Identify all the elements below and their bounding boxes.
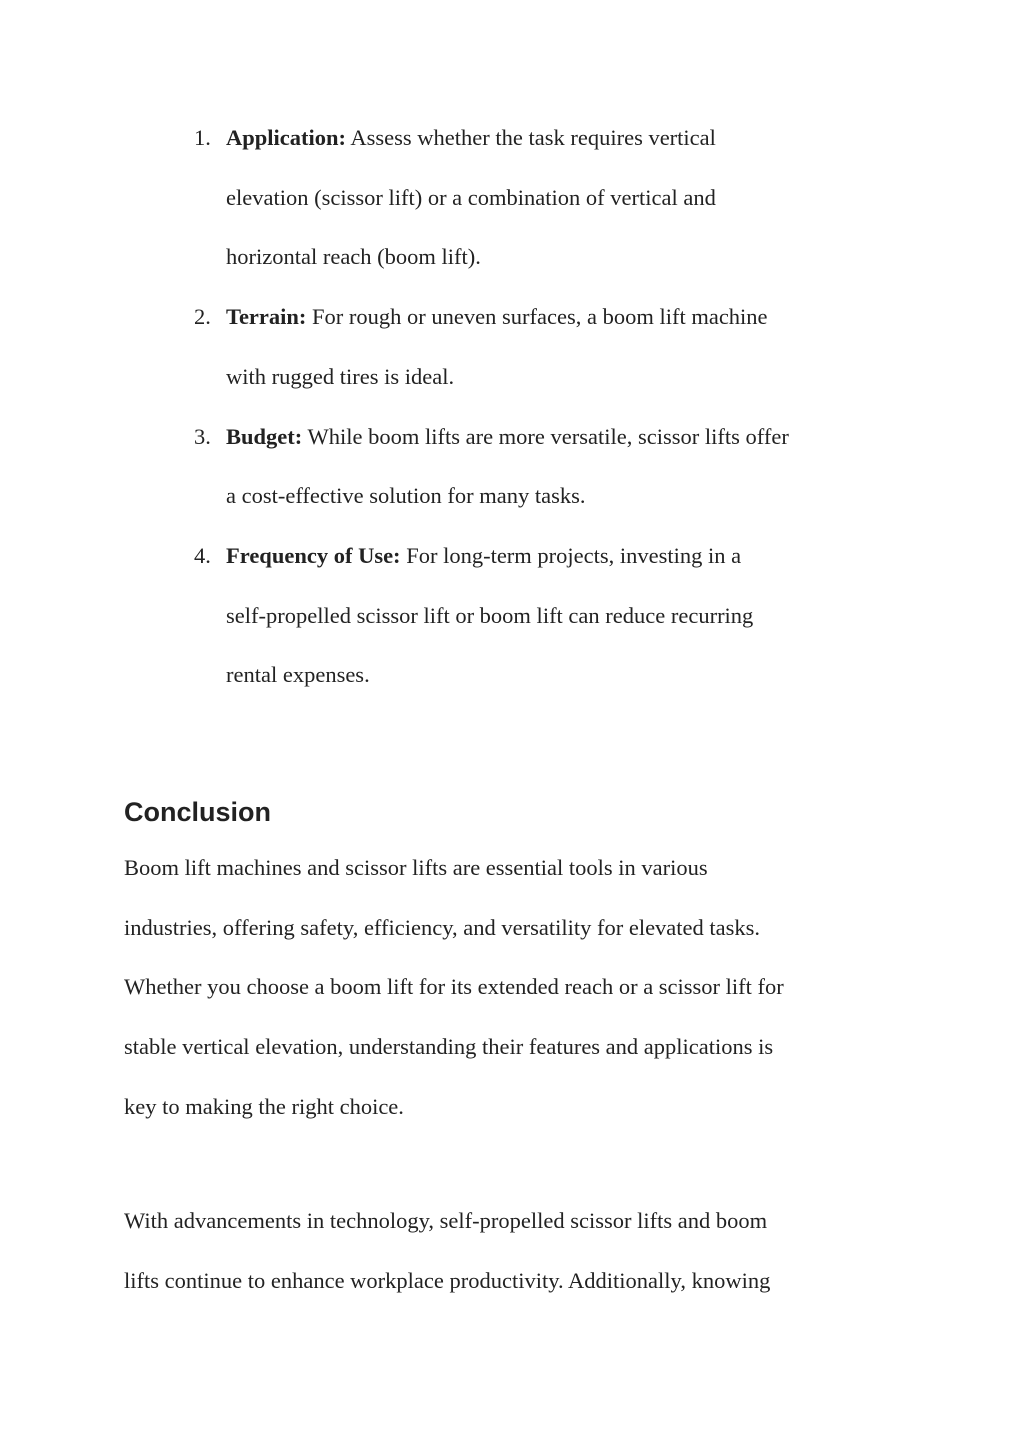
list-line: self-propelled scissor lift or boom lift can reduce recurring: [226, 602, 754, 628]
list-text: For rough or uneven surfaces, a boom lift machine: [306, 304, 768, 330]
list-item-terrain: [0, 287, 896, 406]
list-line: [226, 526, 896, 586]
paragraph-line: Whether you choose a boom lift for its extended reach or a scissor lift for: [124, 974, 784, 1000]
paragraph-line: stable vertical elevation, understanding their features and applications is: [124, 1034, 774, 1060]
list-line: [226, 407, 896, 467]
list-number: 2.: [194, 304, 211, 330]
paragraph-line: With advancements in technology, self-propelled scissor lifts and boom: [124, 1208, 768, 1233]
list-term: Frequency of Use:: [226, 542, 401, 568]
paragraph-line: industries, offering safety, efficiency, and versatility for elevated tasks.: [124, 914, 761, 940]
list-line: elevation (scissor lift) or a combination of vertical and: [226, 184, 716, 210]
list-text: While boom lifts are more versatile, scissor lifts offer: [302, 423, 789, 449]
conclusion-heading: Conclusion: [124, 797, 271, 827]
list-line: rental expenses.: [226, 662, 370, 688]
paragraph-line: key to making the right choice.: [124, 1093, 404, 1119]
list-text: For long-term projects, investing in a: [400, 542, 742, 568]
list-line: a cost-effective solution for many tasks.: [226, 483, 586, 509]
conclusion-paragraph-2: [124, 1191, 904, 1310]
paragraph-line: lifts continue to enhance workplace productivity. Additionally, knowing: [124, 1267, 771, 1293]
list-number: 1.: [194, 125, 211, 150]
paragraph-line: Boom lift machines and scissor lifts are essential tools in various: [124, 855, 708, 880]
list-number: 4.: [194, 542, 211, 568]
list-item-application: [0, 108, 896, 287]
list-line: [226, 108, 896, 168]
list-item-frequency-of-use: [0, 526, 896, 705]
list-text: Assess whether the task requires vertical: [346, 125, 716, 150]
list-line: [226, 287, 896, 347]
list-term: Budget:: [226, 423, 303, 449]
considerations-list: [0, 108, 1024, 705]
list-number: 3.: [194, 423, 211, 449]
list-item-budget: [0, 407, 896, 526]
list-line: horizontal reach (boom lift).: [226, 244, 481, 270]
conclusion-paragraph-1: [124, 838, 904, 1137]
list-term: Application:: [226, 125, 347, 150]
list-line: with rugged tires is ideal.: [226, 363, 455, 389]
list-term: Terrain:: [226, 304, 307, 330]
